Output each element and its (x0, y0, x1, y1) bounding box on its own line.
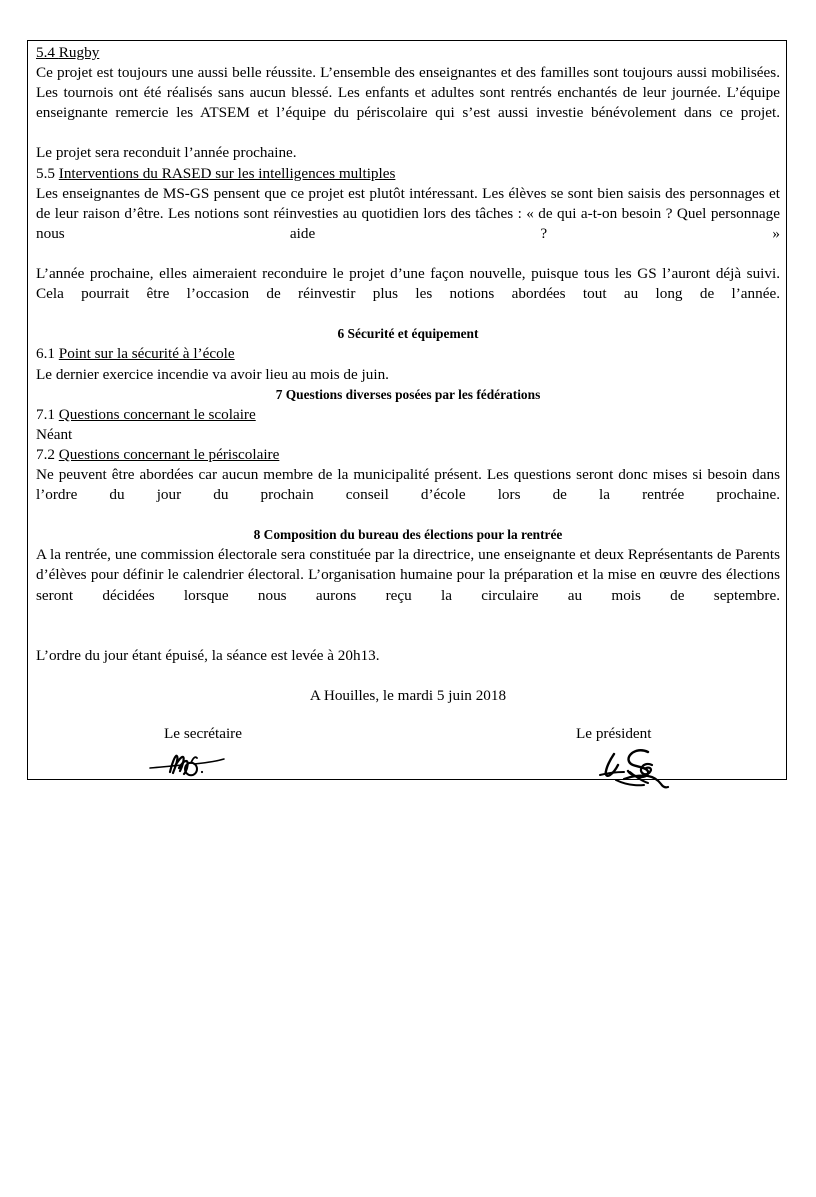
paragraph-5-4: Ce projet est toujours une aussi belle réussite. L’ensemble des enseignantes et des familles sont toujours aussi mobilisées. Les tournois ont été réalisés sans aucun blessé. Les enfants et adultes sont rentrés enchantés de leur journée. L’équipe enseignante remercie les ATSEM et l’équipe du périscolaire qui s’est aussi investie bénévolement dans ce projet. (36, 64, 780, 122)
president-signature-icon (594, 746, 680, 800)
document-content (36, 43, 780, 804)
heading-6: 6 Sécurité et équipement (337, 326, 479, 342)
spacer (36, 626, 780, 646)
document-frame (27, 40, 787, 780)
secretary-signature-icon (148, 752, 244, 792)
section-heading-5-5 (36, 164, 780, 184)
paragraph-8: A la rentrée, une commission électorale sera constituée par la directrice, une enseignante et deux Représentants de Parents d’élèves pour définir le calendrier électoral. L’organisation humaine pour la préparation et la mise en œuvre des élections seront décidées lorsque nous aurons reçu la circulaire au mois de septembre. (36, 546, 780, 604)
president-label: Le président (576, 725, 652, 742)
section-number-7-2: 7.2 (36, 445, 55, 463)
section-number-6-1: 6.1 (36, 345, 55, 363)
section-title-7-1: Questions concernant le scolaire (58, 405, 256, 423)
section-heading-5-4-text (36, 44, 99, 61)
section-heading-5-4 (36, 43, 780, 63)
secretary-label: Le secrétaire (164, 725, 242, 742)
paragraph-6-1: Le dernier exercice incendie va avoir lieu au mois de juin. (36, 365, 389, 383)
section-number-5-5: 5.5 (36, 164, 55, 182)
section-title-7-2: Questions concernant le périscolaire (58, 445, 280, 463)
closing-statement: L’ordre du jour étant épuisé, la séance est levée à 20h13. (36, 646, 380, 664)
section-heading-7-2 (36, 445, 780, 465)
paragraph-5-5: Les enseignantes de MS-GS pensent que ce projet est plutôt intéressant. Les élèves se sont bien saisis des personnages et de leur raison d’être. Les notions sont réinvesties au quotidien lors des tâches : « de qui a-t-on besoin ? Quel personnage nous aide ? » (36, 184, 780, 242)
section-title-5-4: Rugby (58, 44, 100, 61)
heading-8: 8 Composition du bureau des élections pour la rentrée (253, 527, 563, 543)
section-title-6-1: Point sur la sécurité à l’école (58, 345, 235, 363)
paragraph-5-4-b: Le projet sera reconduit l’année prochaine. (36, 144, 297, 162)
section-number-7-1: 7.1 (36, 405, 55, 423)
section-heading-6-1 (36, 344, 780, 364)
signature-row (36, 724, 780, 804)
paragraph-7-1: Néant (36, 425, 73, 443)
paragraph-7-2: Ne peuvent être abordées car aucun membre de la municipalité présent. Les questions seront donc mises si besoin dans l’ordre du jour du prochain conseil d’école lors de la rentrée prochaine. (36, 465, 780, 504)
section-title-5-5: Interventions du RASED sur les intelligences multiples (58, 164, 396, 182)
place-and-date: A Houilles, le mardi 5 juin 2018 (309, 686, 507, 704)
heading-7: 7 Questions diverses posées par les fédérations (275, 386, 541, 402)
section-heading-7-1 (36, 405, 780, 425)
section-number-5-4: 5.4 (36, 44, 55, 61)
paragraph-5-5-b: L’année prochaine, elles aimeraient reconduire le projet d’une façon nouvelle, puisque tous les GS l’auront déjà suivi. Cela pourrait être l’occasion de réinvestir plus les notions abordées tout au long de l’année. (36, 265, 780, 303)
